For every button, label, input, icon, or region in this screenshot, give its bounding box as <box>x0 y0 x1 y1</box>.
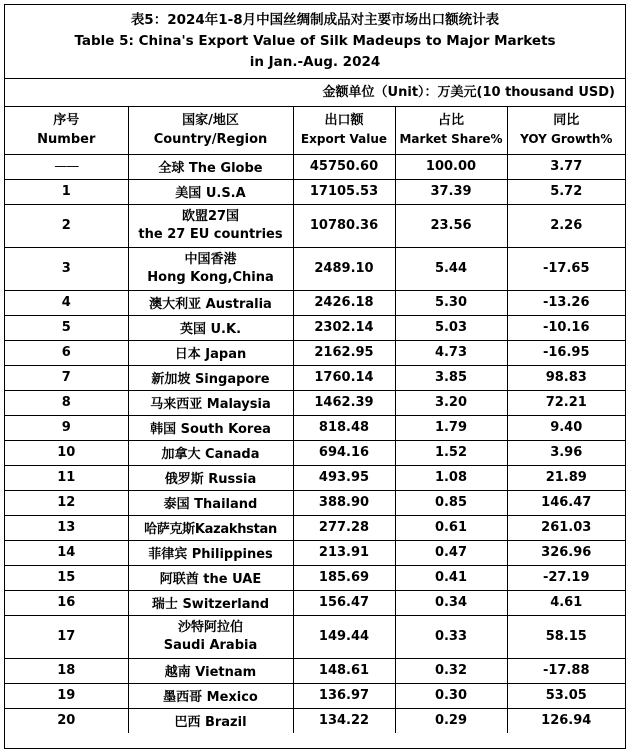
row-country: 日本 Japan <box>128 340 293 365</box>
row-value: 277.28 <box>293 515 395 540</box>
row-share: 1.79 <box>395 415 507 440</box>
title-en-line1: Table 5: China's Export Value of Silk Madeups to Major Markets <box>74 33 556 49</box>
row-share: 0.33 <box>395 615 507 658</box>
row-yoy: 53.05 <box>507 683 625 708</box>
row-share: 0.29 <box>395 708 507 733</box>
row-yoy: -10.16 <box>507 315 625 340</box>
row-yoy: 58.15 <box>507 615 625 658</box>
row-share: 1.08 <box>395 465 507 490</box>
unit-label: 金额单位（Unit）：万美元(10 thousand USD) <box>5 79 625 107</box>
row-number: 11 <box>5 465 128 490</box>
table-row <box>5 247 625 290</box>
row-number: 1 <box>5 179 128 204</box>
header-country: 国家/地区 Country/Region <box>128 107 293 154</box>
row-country: 加拿大 Canada <box>128 440 293 465</box>
table-row <box>5 515 625 540</box>
row-number: 16 <box>5 590 128 615</box>
row-number: 15 <box>5 565 128 590</box>
row-share: 0.41 <box>395 565 507 590</box>
row-share: 5.03 <box>395 315 507 340</box>
row-value: 493.95 <box>293 465 395 490</box>
table-row <box>5 340 625 365</box>
row-value: 149.44 <box>293 615 395 658</box>
row-country: 瑞士 Switzerland <box>128 590 293 615</box>
row-number: 8 <box>5 390 128 415</box>
row-yoy: -27.19 <box>507 565 625 590</box>
row-country: 韩国 South Korea <box>128 415 293 440</box>
row-country: 澳大利亚 Australia <box>128 290 293 315</box>
row-yoy: -16.95 <box>507 340 625 365</box>
table-row <box>5 440 625 465</box>
row-country: 墨西哥 Mexico <box>128 683 293 708</box>
row-share: 1.52 <box>395 440 507 465</box>
row-value: 136.97 <box>293 683 395 708</box>
row-number: 7 <box>5 365 128 390</box>
row-country: 泰国 Thailand <box>128 490 293 515</box>
row-value: 2489.10 <box>293 247 395 290</box>
row-country: 菲律宾 Philippines <box>128 540 293 565</box>
row-number: —— <box>5 154 128 179</box>
row-yoy: -17.65 <box>507 247 625 290</box>
row-value: 1760.14 <box>293 365 395 390</box>
row-yoy: 326.96 <box>507 540 625 565</box>
table-row <box>5 658 625 683</box>
row-yoy: -17.88 <box>507 658 625 683</box>
table-row <box>5 540 625 565</box>
row-value: 818.48 <box>293 415 395 440</box>
row-value: 45750.60 <box>293 154 395 179</box>
row-number: 12 <box>5 490 128 515</box>
row-share: 0.61 <box>395 515 507 540</box>
row-value: 694.16 <box>293 440 395 465</box>
table-row <box>5 615 625 658</box>
title-cn: 表5：2024年1-8月中国丝绸制成品对主要市场出口额统计表 <box>130 12 500 28</box>
row-country: 马来西亚 Malaysia <box>128 390 293 415</box>
row-value: 156.47 <box>293 590 395 615</box>
row-yoy: -13.26 <box>507 290 625 315</box>
table-row <box>5 565 625 590</box>
row-yoy: 126.94 <box>507 708 625 733</box>
table-frame <box>4 4 626 749</box>
row-country: 英国 U.K. <box>128 315 293 340</box>
table-row <box>5 315 625 340</box>
header-row <box>5 107 625 154</box>
row-country: 新加坡 Singapore <box>128 365 293 390</box>
row-yoy: 4.61 <box>507 590 625 615</box>
row-value: 2162.95 <box>293 340 395 365</box>
row-country: 哈萨克斯Kazakhstan <box>128 515 293 540</box>
row-value: 2426.18 <box>293 290 395 315</box>
row-country: 巴西 Brazil <box>128 708 293 733</box>
row-number: 18 <box>5 658 128 683</box>
row-yoy: 5.72 <box>507 179 625 204</box>
header-yoy-growth: 同比 YOY Growth% <box>507 107 625 154</box>
row-number: 4 <box>5 290 128 315</box>
header-export-value: 出口额 Export Value <box>293 107 395 154</box>
row-yoy: 3.77 <box>507 154 625 179</box>
title-en-line2: in Jan.-Aug. 2024 <box>249 54 381 70</box>
table-row <box>5 490 625 515</box>
row-yoy: 98.83 <box>507 365 625 390</box>
row-country: 阿联酋 the UAE <box>128 565 293 590</box>
row-yoy: 261.03 <box>507 515 625 540</box>
row-number: 17 <box>5 615 128 658</box>
table-title <box>5 5 625 79</box>
row-yoy: 2.26 <box>507 204 625 247</box>
row-share: 4.73 <box>395 340 507 365</box>
row-share: 37.39 <box>395 179 507 204</box>
row-number: 10 <box>5 440 128 465</box>
row-yoy: 21.89 <box>507 465 625 490</box>
table-row <box>5 154 625 179</box>
row-number: 6 <box>5 340 128 365</box>
row-share: 3.85 <box>395 365 507 390</box>
row-yoy: 3.96 <box>507 440 625 465</box>
table-row <box>5 204 625 247</box>
row-number: 14 <box>5 540 128 565</box>
row-share: 5.44 <box>395 247 507 290</box>
row-number: 13 <box>5 515 128 540</box>
row-country: 全球 The Globe <box>128 154 293 179</box>
row-number: 19 <box>5 683 128 708</box>
row-value: 1462.39 <box>293 390 395 415</box>
row-share: 100.00 <box>395 154 507 179</box>
row-yoy: 72.21 <box>507 390 625 415</box>
row-number: 5 <box>5 315 128 340</box>
row-country: 中国香港 Hong Kong,China <box>128 247 293 290</box>
row-value: 148.61 <box>293 658 395 683</box>
header-number: 序号 Number <box>5 107 128 154</box>
row-value: 17105.53 <box>293 179 395 204</box>
table-row <box>5 590 625 615</box>
row-value: 388.90 <box>293 490 395 515</box>
table-row <box>5 290 625 315</box>
row-value: 185.69 <box>293 565 395 590</box>
row-value: 2302.14 <box>293 315 395 340</box>
row-share: 0.34 <box>395 590 507 615</box>
row-share: 23.56 <box>395 204 507 247</box>
row-share: 5.30 <box>395 290 507 315</box>
row-yoy: 9.40 <box>507 415 625 440</box>
header-market-share: 占比 Market Share% <box>395 107 507 154</box>
row-country: 欧盟27国 the 27 EU countries <box>128 204 293 247</box>
row-number: 20 <box>5 708 128 733</box>
row-number: 9 <box>5 415 128 440</box>
table-row <box>5 465 625 490</box>
table-row <box>5 708 625 733</box>
table-row <box>5 683 625 708</box>
row-country: 美国 U.S.A <box>128 179 293 204</box>
table-row <box>5 415 625 440</box>
export-table <box>5 107 625 733</box>
row-share: 0.85 <box>395 490 507 515</box>
row-country: 沙特阿拉伯 Saudi Arabia <box>128 615 293 658</box>
row-number: 2 <box>5 204 128 247</box>
table-row <box>5 390 625 415</box>
row-value: 10780.36 <box>293 204 395 247</box>
row-share: 0.47 <box>395 540 507 565</box>
row-share: 0.30 <box>395 683 507 708</box>
row-share: 3.20 <box>395 390 507 415</box>
row-value: 213.91 <box>293 540 395 565</box>
table-row <box>5 365 625 390</box>
table-row <box>5 179 625 204</box>
row-value: 134.22 <box>293 708 395 733</box>
row-number: 3 <box>5 247 128 290</box>
row-country: 越南 Vietnam <box>128 658 293 683</box>
row-yoy: 146.47 <box>507 490 625 515</box>
row-share: 0.32 <box>395 658 507 683</box>
row-country: 俄罗斯 Russia <box>128 465 293 490</box>
